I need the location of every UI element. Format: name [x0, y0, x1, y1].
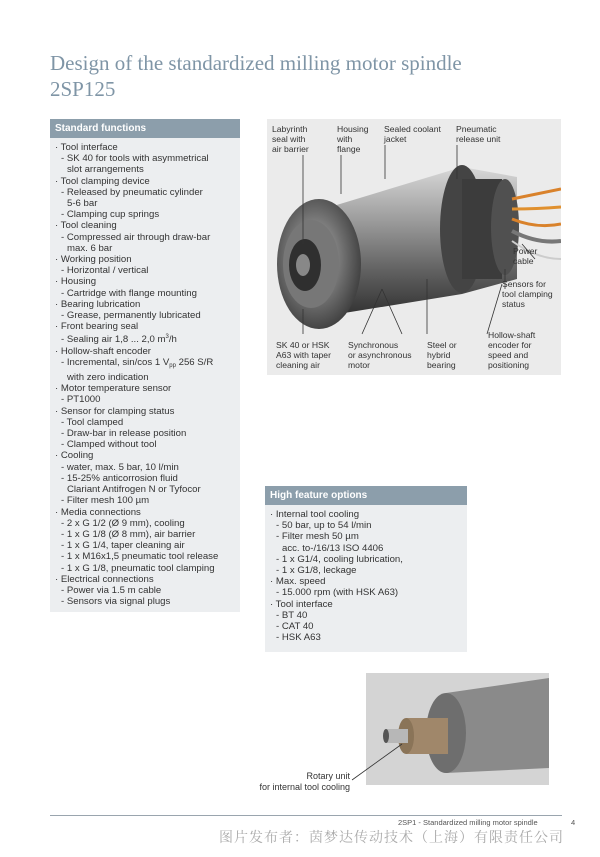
list-item: - 1 x M16x1,5 pneumatic tool release	[61, 551, 219, 563]
list-item: - 1 x G1/8, leckage	[276, 565, 357, 577]
list-item: - Power via 1.5 m cable	[61, 584, 162, 596]
list-item: Clariant Antifrogen N or Tyfocor	[67, 484, 201, 496]
standard-functions-header: Standard functions	[50, 119, 240, 138]
list-item: - Compressed air through draw-bar	[61, 231, 211, 243]
standard-functions-list	[50, 138, 240, 607]
list-item: · Media connections	[55, 506, 141, 518]
label-motor: Synchronous or asynchronous motor	[348, 340, 412, 370]
list-item: - Filter mesh 100 µm	[61, 495, 150, 507]
list-item: with zero indication	[67, 372, 149, 384]
list-item: acc. to-/16/13 ISO 4406	[282, 542, 384, 554]
list-item: - Grease, permanently lubricated	[61, 310, 201, 322]
list-item: - 15.000 rpm (with HSK A63)	[276, 587, 399, 599]
high-feature-list	[265, 505, 467, 643]
list-item: - Incremental, sin/cos 1 $V_{pp}$ 256 S/R	[61, 356, 214, 369]
list-item: · Motor temperature sensor	[55, 383, 172, 395]
list-item: - 50 bar, up to 54 l/min	[276, 520, 372, 532]
list-item: slot arrangements	[67, 164, 144, 176]
label-sensors: Sensors for tool clamping status	[502, 279, 553, 309]
list-item: - Clamped without tool	[61, 439, 157, 451]
list-item: · Electrical connections	[55, 573, 154, 585]
label-labyrinth: Labyrinth seal with air barrier	[272, 124, 309, 154]
list-item: - 1 x G 1/4, taper cleaning air	[61, 540, 185, 552]
standard-functions-box	[50, 119, 240, 612]
list-item: - Horizontal / vertical	[61, 265, 149, 277]
list-item: · Internal tool cooling	[270, 509, 360, 520]
list-item: · Max. speed	[270, 576, 326, 588]
list-item: - SK 40 for tools with asymmetrical	[61, 153, 209, 165]
list-item: · Tool interface	[55, 142, 118, 153]
list-item: · Front bearing seal	[55, 321, 139, 333]
label-housing: Housing with flange	[337, 124, 369, 154]
list-item: - water, max. 5 bar, 10 l/min	[61, 461, 179, 473]
list-item: - Tool clamped	[61, 416, 124, 428]
footer-divider	[50, 815, 562, 816]
list-item: - 1 x G1/4, cooling lubrication,	[276, 553, 403, 565]
list-item: - PT1000	[61, 394, 101, 406]
title-line-2: 2SP125	[50, 77, 116, 101]
list-item: - Released by pneumatic cylinder	[61, 186, 203, 198]
high-feature-header: High feature options	[265, 486, 467, 505]
list-item: · Cooling	[55, 450, 94, 462]
label-sealed-coolant: Sealed coolant jacket	[384, 124, 441, 144]
list-item: - 1 x G 1/8 (Ø 8 mm), air barrier	[61, 528, 196, 540]
rotary-leader	[350, 740, 410, 785]
label-pneumatic: Pneumatic release unit	[456, 124, 501, 144]
list-item: - BT 40	[276, 609, 308, 621]
list-item: 5-6 bar	[67, 198, 98, 210]
high-feature-box	[265, 486, 467, 652]
list-item: max. 6 bar	[67, 242, 113, 254]
label-sk40: SK 40 or HSK A63 with taper cleaning air	[276, 340, 331, 370]
list-item: · Tool cleaning	[55, 220, 117, 232]
list-item: - Filter mesh 50 µm	[276, 531, 359, 543]
list-item: · Tool clamping device	[55, 175, 150, 187]
spindle-photo	[267, 119, 561, 375]
page-title	[50, 50, 570, 102]
list-item: - Sensors via signal plugs	[61, 596, 171, 608]
list-item: · Hollow-shaft encoder	[55, 345, 151, 357]
list-item: · Working position	[55, 254, 132, 266]
list-item: - Cartridge with flange mounting	[61, 287, 197, 299]
list-item: · Sensor for clamping status	[55, 405, 175, 417]
list-item: - HSK A63	[276, 632, 321, 644]
list-item: - 15-25% anticorrosion fluid	[61, 472, 178, 484]
list-item: - CAT 40	[276, 621, 314, 633]
list-item: - Draw-bar in release position	[61, 428, 187, 440]
label-power-cable: Power cable	[513, 246, 538, 266]
title-line-1: Design of the standardized milling motor spindle	[50, 51, 462, 75]
watermark: 图片发布者：茵梦达传动技术（上海）有限责任公司	[219, 829, 564, 845]
label-bearing: Steel or hybrid bearing	[427, 340, 457, 370]
list-item: · Bearing lubrication	[55, 298, 141, 310]
page-number: 4	[571, 818, 576, 827]
list-item: - 1 x G 1/8, pneumatic tool clamping	[61, 562, 215, 574]
list-item: · Housing	[55, 276, 97, 288]
label-encoder: Hollow-shaft encoder for speed and positioning	[488, 330, 536, 370]
list-item: - 2 x G 1/2 (Ø 9 mm), cooling	[61, 517, 185, 529]
list-item: - Clamping cup springs	[61, 209, 160, 221]
footer-text: 2SP1 - Standardized milling motor spindle	[398, 818, 538, 827]
list-item: - Sealing air 1,8 ... 2,0 $m^3/h$	[61, 334, 177, 346]
rotary-unit-caption: Rotary unit for internal tool cooling	[259, 771, 350, 792]
list-item: · Tool interface	[270, 598, 333, 610]
